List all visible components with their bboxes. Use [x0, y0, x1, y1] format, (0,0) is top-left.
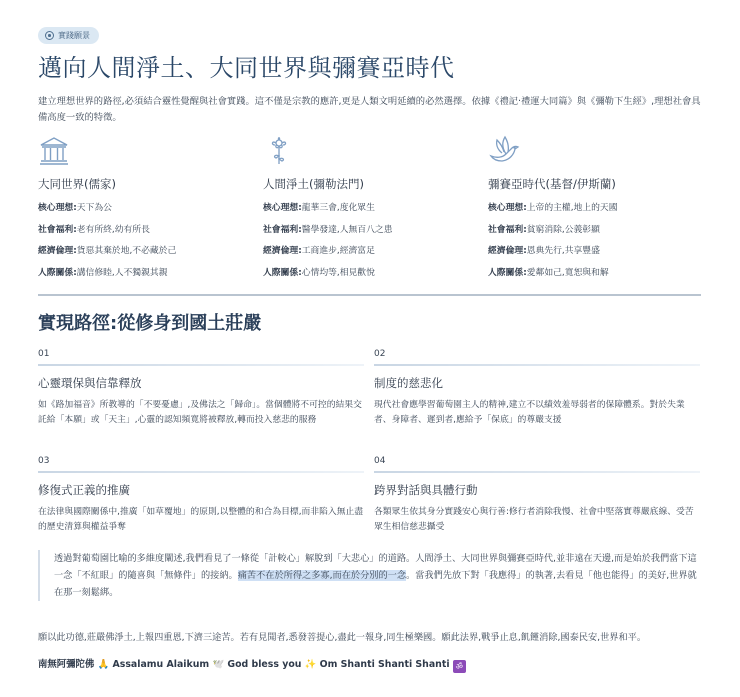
conclusion-quote	[38, 550, 701, 601]
step-02	[374, 349, 700, 429]
step-title: 修復式正義的推廣	[38, 482, 130, 497]
step-divider	[374, 471, 700, 473]
column-row: 社會福利:老有所終,幼有所長	[38, 224, 150, 235]
step-divider	[38, 471, 364, 473]
step-text: 如《路加福音》所教導的「不要憂慮」,及佛法之「歸命」。當個體將不可控的結果交託給「本願」或「天主」,心靈的認知頻寬將被釋放,轉而投入慈悲的服務	[38, 399, 362, 425]
column-row: 社會福利:醫學發達,人無百八之患	[263, 224, 393, 235]
lotus-icon	[263, 134, 473, 168]
column-row: 經濟倫理:恩典先行,共享豐盛	[488, 246, 600, 256]
dove-icon	[488, 134, 698, 168]
column-row: 經濟倫理:工商進步,經濟富足	[263, 246, 375, 256]
column-row: 經濟倫理:貨惡其棄於地,不必藏於己	[38, 246, 177, 256]
step-number: 04	[374, 456, 386, 466]
ideal-column-messianic	[488, 134, 698, 288]
praying-hands-icon: 🙏	[97, 659, 110, 670]
column-row: 人際關係:心情均等,相見歡悅	[263, 267, 375, 278]
column-title: 彌賽亞時代(基督/伊斯蘭)	[488, 177, 616, 191]
step-text: 在法律與國際關係中,推廣「如草覆地」的原則,以整體的和合為目標,而非陷入無止盡的歷史清算與權益爭奪	[38, 506, 364, 532]
column-title: 人間淨土(彌勒法門)	[263, 177, 364, 191]
blessing-text: God bless you	[227, 659, 302, 670]
step-number: 03	[38, 456, 50, 466]
step-03	[38, 456, 364, 536]
step-text: 現代社會應學習葡萄園主人的精神,建立不以績效羞辱弱者的保障體系。對於失業者、身障者、遲到者,應給予「保底」的尊嚴支援	[374, 399, 685, 425]
step-number: 02	[374, 349, 386, 359]
step-title: 心靈環保與信靠釋放	[38, 375, 142, 390]
closing-blessings	[38, 656, 466, 673]
ideal-column-pure-land	[263, 134, 473, 288]
dedication-verse: 願以此功德,莊嚴佛淨土,上報四重恩,下濟三途苦。若有見聞者,悉發菩提心,盡此一報身,同生極樂國。願此法界,戰爭止息,飢饉消除,國泰民安,世界和平。	[38, 632, 647, 643]
column-row: 核心理想:龍華三會,度化眾生	[263, 203, 375, 213]
highlighted-text[interactable]: 痛苦不在於所得之多寡,而在於分別的一念	[237, 570, 407, 581]
step-divider	[374, 364, 700, 366]
column-row: 核心理想:上帝的主權,地上的天國	[488, 203, 618, 213]
step-text: 各類眾生依其身分實踐安心與行善:修行者消除我慢、社會中堅落實尊嚴底線、受苦眾生相信慈悲攝受	[374, 506, 694, 532]
section-badge	[38, 27, 99, 44]
temple-icon	[38, 134, 248, 168]
column-row: 社會福利:貧窮消除,公義彰顯	[488, 224, 600, 235]
target-icon	[45, 31, 54, 40]
column-row: 核心理想:天下為公	[38, 203, 112, 213]
step-divider	[38, 364, 364, 366]
dove-icon: 🕊️	[212, 659, 225, 670]
step-title: 制度的慈悲化	[374, 375, 443, 390]
intro-paragraph: 建立理想世界的路徑,必須結合靈性覺醒與社會實踐。這不僅是宗教的應許,更是人類文明延續的必然選擇。依據《禮記·禮運大同篇》與《彌勒下生經》,理想社會具備高度一致的特徵。	[38, 96, 701, 123]
column-row: 人際關係:愛鄰如己,寬恕與和解	[488, 267, 609, 278]
om-icon: ॐ	[453, 660, 466, 673]
quote-text: 透過對葡萄園比喻的多維度闡述,我們看見了一條從「計較心」解脫到「大悲心」的道路。人間淨土、大同世界與彌賽亞時代,並非遠在天邊,而是始於我們當下這一念「不紅眼」的隨喜與「無條件」的接納。	[54, 553, 697, 581]
column-title: 大同世界(儒家)	[38, 177, 116, 191]
step-01	[38, 349, 364, 429]
blessing-text: Om Shanti Shanti Shanti	[319, 659, 450, 670]
section-title: 實現路徑:從修身到國土莊嚴	[38, 313, 262, 334]
step-title: 跨界對話與具體行動	[374, 482, 478, 497]
section-divider	[38, 294, 701, 296]
page-title: 邁向人間淨土、大同世界與彌賽亞時代	[38, 54, 455, 82]
sparkles-icon: ✨	[304, 659, 317, 670]
quote-text: 。當我們先放下對「我應得」的執著,去看見「他也能得」的美好,世界就在那一刻鬆綁。	[54, 570, 697, 598]
column-row: 人際關係:講信修睦,人不獨親其親	[38, 267, 168, 278]
blessing-text: Assalamu Alaikum	[112, 659, 210, 670]
ideal-column-datong	[38, 134, 248, 288]
badge-label: 實踐願景	[58, 31, 90, 40]
step-number: 01	[38, 349, 50, 359]
step-04	[374, 456, 700, 536]
blessing-text: 南無阿彌陀佛	[38, 659, 95, 670]
